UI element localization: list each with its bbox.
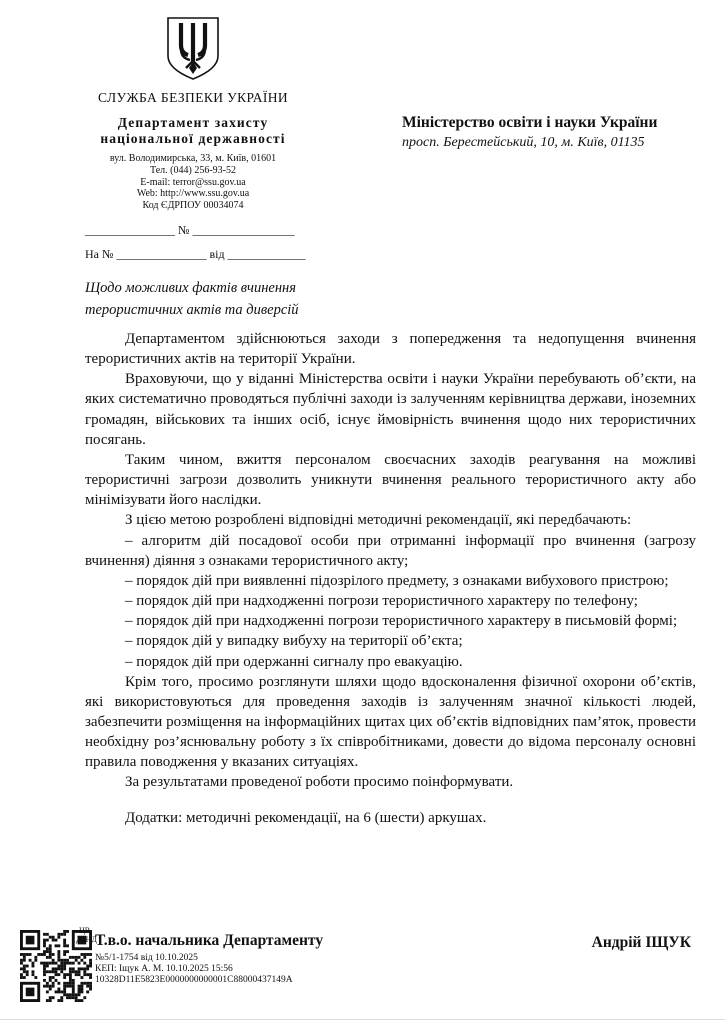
stamp-doc-number: №5/1-1754 від 10.10.2025 — [95, 953, 198, 963]
paragraph: Таким чином, вжиття персоналом своєчасних заходів реагування на можливі терористичні загрози дозволить уникнути вчинення реального терористичного акту або мінімізувати його наслідки. — [85, 451, 696, 509]
list-item: – порядок дій при виявленні підозрілого предмету, з ознаками вибухового пристрою; — [125, 572, 669, 589]
address-street: вул. Володимирська, 33, м. Київ, 01601 — [109, 153, 277, 164]
signer-title: Т.в.о. начальника Департаменту — [95, 932, 324, 949]
paragraph: Враховуючи, що у віданні Міністерства освіти і науки України перебувають об’єкти, на яких систематично проводяться публічні заходи із залученням керівництва держави, іноземних громадян, військових та інших осіб, існує ймовірність вчинення щодо них терористичних посягань. — [85, 371, 696, 448]
paragraph: За результатами проведеної роботи просимо поінформувати. — [125, 774, 514, 791]
ukraine-trident-emblem-icon — [164, 16, 222, 82]
stamp-kep-line: КЕП: Іщук А. М. 10.10.2025 15:56 — [95, 964, 233, 974]
reference-lines — [85, 222, 306, 262]
subject-line — [85, 278, 365, 321]
department-line1: Департамент захисту — [117, 115, 269, 130]
address-edrpou: Код ЄДРПОУ 00034074 — [142, 200, 244, 212]
department-line2: національної державності — [100, 130, 286, 146]
signer-name: Андрій ІЩУК — [591, 934, 691, 951]
emblem-wrap — [85, 12, 301, 88]
recipient-block — [402, 114, 717, 151]
address-email: E-mail: terror@ssu.gov.ua — [140, 176, 246, 188]
subject-line-1: Щодо можливих фактів вчинення — [85, 280, 296, 296]
department-name — [85, 115, 301, 146]
page-bottom-edge — [0, 1019, 725, 1020]
recipient-name: Міністерство освіти і науки України — [402, 114, 658, 131]
paragraph: З цією метою розроблені відповідні методичні рекомендації, які передбачають: — [125, 512, 632, 529]
list-item: – порядок дій при надходженні погрози терористичного характеру по телефону; — [125, 593, 638, 610]
address-web: Web: http://www.ssu.gov.ua — [136, 188, 250, 200]
sender-address-block — [85, 153, 301, 212]
list-item: – алгоритм дій посадової особи при отриманні інформації про вчинення (загрозу вчинення) діяння з ознаками терористичного акту; — [85, 532, 696, 569]
paragraph: Департаментом здійснюються заходи з попередження та недопущення вчинення терористичних актів на території України. — [85, 331, 696, 368]
list-item: – порядок дій при надходженні погрози терористичного характеру в письмовій формі; — [125, 613, 678, 630]
incoming-reference-line: На № _______________ від _____________ — [85, 246, 306, 261]
stamp-small-text-1: ЦВ — [79, 926, 91, 935]
address-phone: Тел. (044) 256-93-52 — [150, 164, 236, 176]
outgoing-number-line: _______________ № _________________ — [85, 222, 295, 237]
letter-body — [85, 329, 696, 828]
list-item: – порядок дій при одержанні сигналу про евакуацію. — [125, 653, 463, 670]
attachments-line: Додатки: методичні рекомендації, на 6 (шести) аркушах. — [125, 809, 487, 826]
list-item: – порядок дій у випадку вибуху на території об’єкта; — [125, 633, 463, 650]
subject-line-2: терористичних актів та диверсій — [85, 301, 299, 318]
digital-stamp-details — [95, 953, 293, 986]
org-name: СЛУЖБА БЕЗПЕКИ УКРАЇНИ — [97, 90, 289, 105]
sender-header — [85, 12, 306, 262]
recipient-address: просп. Берестейський, 10, м. Київ, 01135 — [402, 135, 645, 150]
stamp-cert-serial: 10328D11E5823E0000000000001C88000437149A — [95, 975, 293, 985]
stamp-small-text-2: ДЗНД — [76, 935, 97, 944]
paragraph: Крім того, просимо розглянути шляхи щодо вдосконалення фізичної охорони об’єктів, які використовуються для проведення заходів із залученням значної кількості людей, забезпечити розміщення на інформаційних щитах цих об’єктів відповідних пам’яток, провести необхідну роз’яснювальну роботу з їх співробітниками, довести до відома персоналу основні правила поводження у вказаних ситуаціях. — [85, 673, 696, 771]
